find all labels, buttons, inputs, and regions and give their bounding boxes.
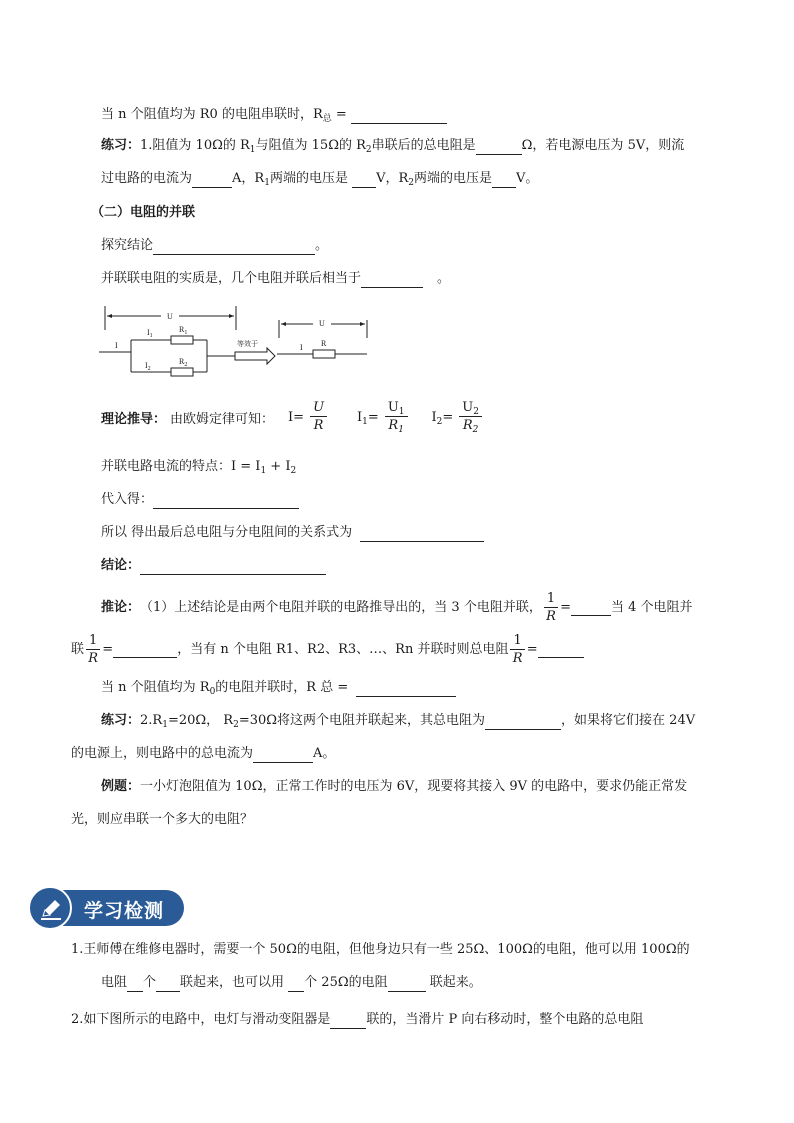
circuit-label-U: U [167,312,173,321]
parallel-essence-line: 并联联电阻的实质是，几个电阻并联后相当于 。 [101,271,451,286]
answer-blank[interactable] [153,240,315,255]
circuit-label-I-eq: I [300,343,303,352]
question-1-line-1: 1.王师傅在维修电器时，需要一个 50Ω的电阻，但他身边只有一些 25Ω、100Ω的电阻，他可以用 100Ω的 [71,942,690,957]
fraction-U-over-R: $\frac{U}{R}$ [310,400,327,435]
exercise-1-line-2: 过电路的电流为 A，$R_1$两端的电压是 V，$R_2$两端的电压是 V。 [101,171,539,188]
fraction-1-over-R: $\frac{1}{R}$ [86,633,100,668]
banner-title: 学习检测 [84,900,165,922]
circuit-label-I1: $I_1$ [147,328,153,339]
answer-blank[interactable] [538,643,584,658]
section-title-parallel: （二）电阻的并联 [91,205,196,220]
parallel-n-resistors-line: 当 n 个阻值均为 $R_0$的电阻并联时，R 总 = [101,679,456,697]
conclusion-line: 结论： [101,557,326,575]
circuit-label-U-eq: U [319,319,325,328]
answer-blank[interactable] [288,977,304,992]
answer-blank[interactable] [361,273,423,288]
answer-blank[interactable] [253,748,313,763]
question-1-line-2: 电阻 个 联起来，也可以用 个 25Ω的电阻 联起来。 [101,975,482,990]
question-2-line-1: 2.如下图所示的电路中，电灯与滑动变阻器是 联的，当滑片 P 向右移动时，整个电路的总电阻 [71,1012,644,1027]
study-check-banner [28,886,184,930]
explore-conclusion-line: 探究结论 。 [101,238,329,253]
example-line-1: 例题：一小灯泡阻值为 10Ω，正常工作时的电压为 6V，现要将其接入 9V 的电路中，要求仍能正常发 [101,779,688,794]
parallel-current-feature-line: 并联电路电流的特点：$I = I_1 + I_2$ [101,459,297,476]
answer-blank[interactable] [388,977,426,992]
answer-blank[interactable] [140,560,326,575]
answer-blank[interactable] [356,682,456,697]
circuit-label-I: I [115,341,118,350]
answer-blank[interactable] [360,527,484,542]
answer-blank[interactable] [571,601,611,616]
answer-blank[interactable] [153,494,299,509]
answer-blank[interactable] [485,715,561,730]
inference-line-2: 联 $\frac{1}{R}$ = ，当有 n 个电阻 R1、R2、R3、…、Rn 并联时则总电阻 $\frac{1}{R}$ = [71,630,584,670]
answer-blank[interactable] [492,173,516,188]
substitute-line: 代入得： [101,491,299,509]
answer-blank[interactable] [156,977,180,992]
exercise-2-line-1: 练习：$2.R_1=20\Omega$， $R_2=30\Omega$将这两个电阻并联起来，其总电阻为 ，如果将它们接在 24V [101,713,696,730]
circuit-label-equivalent: 等效于 [237,340,258,348]
answer-blank[interactable] [330,1014,366,1029]
answer-blank[interactable] [352,173,376,188]
relation-line: 所以 得出最后总电阻与分电阻间的关系式为 [101,524,484,542]
answer-blank[interactable] [192,173,232,188]
series-n-resistors-line: 当 n 个阻值均为 R0 的电阻串联时，$R_总$ = [101,106,447,124]
fraction-1-over-R: $\frac{1}{R}$ [544,591,558,626]
circuit-label-R2: $R_2$ [179,357,188,368]
circuit-label-R1: $R_1$ [179,325,188,336]
answer-blank[interactable] [351,109,447,124]
circuit-label-I2: $I_2$ [145,361,151,372]
pencil-icon [38,896,64,922]
answer-blank[interactable] [113,643,177,658]
inference-line-1: 推论： （1）上述结论是由两个电阻并联的电路推导出的，当 3 个电阻并联， $\frac{1}{R}$ = 当 4 个电阻并 [101,590,693,624]
answer-blank[interactable] [476,140,522,155]
parallel-circuit-diagram [97,302,372,380]
exercise-1-line-1: 练习：1.阻值为 10Ω的 $R_1$与阻值为 15Ω的 $R_2$串联后的总电阻是 Ω，若电源电压为 5V，则流 [101,138,685,155]
theory-derivation-line: 理论推导： 由欧姆定律可知： I= $\frac{U}{R}$ $I_1=$ $\frac{U_1}{R_1}$ $I_2=$ $\frac{U_2}{R_2}$ [101,395,486,439]
fraction-U2-over-R2: $\frac{U_2}{R_2}$ [459,400,482,435]
answer-blank[interactable] [127,977,143,992]
circuit-label-R-eq: R [321,339,327,348]
exercise-2-line-2: 的电源上，则电路中的总电流为 A。 [71,746,336,761]
fraction-1-over-R: $\frac{1}{R}$ [510,633,524,668]
fraction-U1-over-R1: $\frac{U_1}{R_1}$ [385,400,408,435]
example-line-2: 光，则应串联一个多大的电阻？ [71,812,254,827]
